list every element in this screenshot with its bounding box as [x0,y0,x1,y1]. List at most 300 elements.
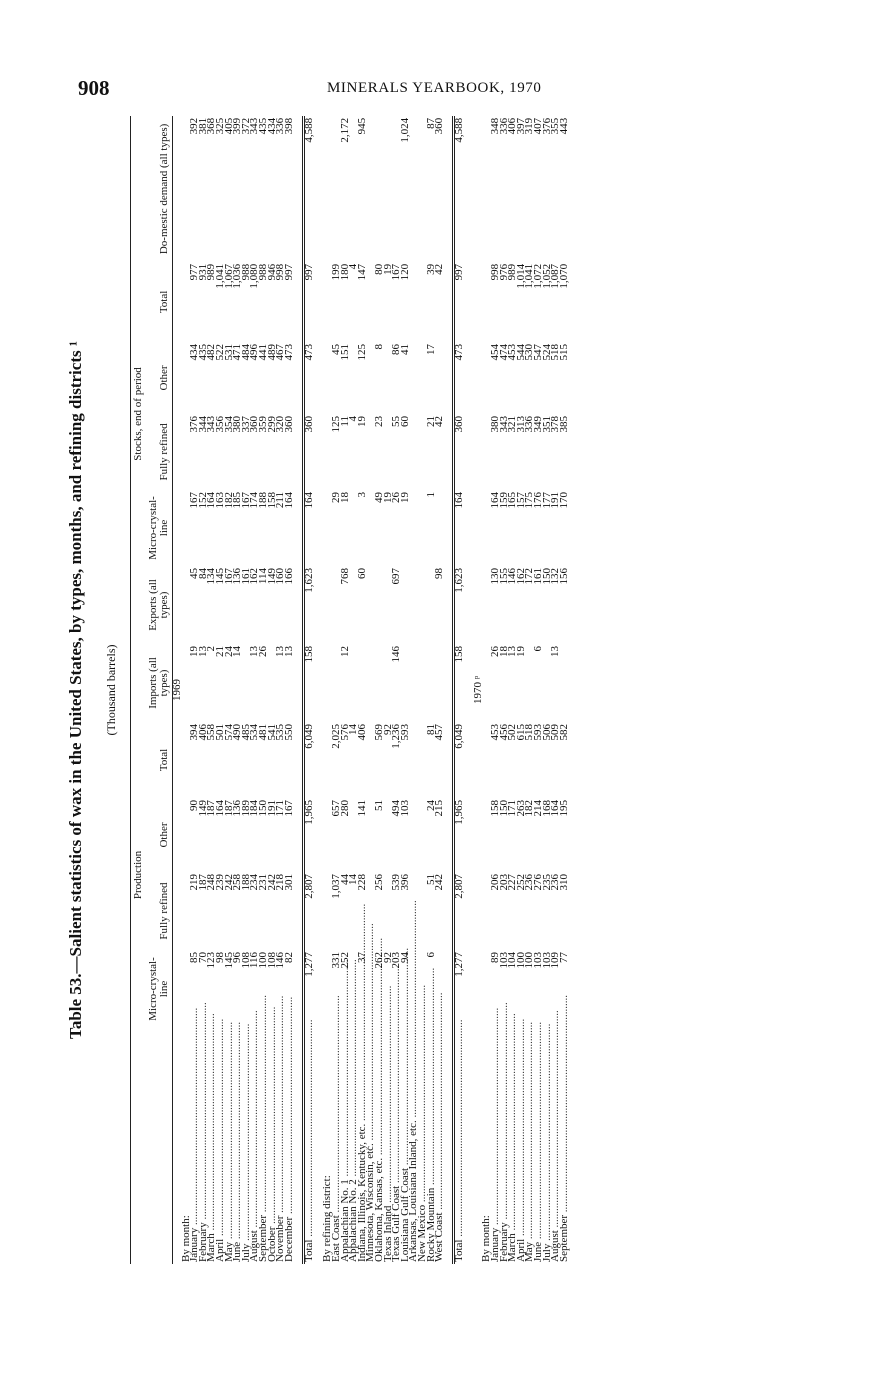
table-cell: 3 [355,491,368,498]
table-cell: 188 [256,491,269,509]
table-cell: 42 [433,415,446,427]
table-cell: 242 [222,874,235,891]
table-cell: 103 [398,800,411,817]
table-cell: 163 [213,491,226,509]
table-header [131,116,173,1264]
table-cell: 188 [239,874,252,891]
table-cell [366,644,375,722]
table-cell: 98 [433,567,446,579]
spacer-row [313,116,323,1264]
table-cell: 242 [265,874,278,891]
table-cell: 60 [355,567,368,579]
table-cell: 321 [506,415,519,433]
table-cell: 474 [497,343,510,361]
table-cell: 51 [372,800,385,811]
table-cell: 100 [256,952,269,969]
table-cell: 162 [248,567,261,585]
table-cell: 164 [489,491,501,509]
table-cell: 171 [274,800,287,817]
table-cell: 522 [213,343,226,361]
table-cell: 182 [222,491,235,509]
table-cell: 509 [549,723,562,741]
imports-header: Imports (all types) [131,644,173,722]
table-cell: 490 [231,723,244,741]
table-cell: 26 [256,645,269,657]
row-label: Indiana, Illinois, Kentucky, etc. ..... [358,1028,367,1264]
prod-total-header: Total [158,748,170,772]
table-cell: 263 [514,800,527,817]
table-cell: 150 [256,800,269,817]
table-cell: 109 [549,952,562,969]
row-label: July ..... [242,1028,251,1264]
table-cell: 17 [424,343,437,355]
table-cell: 574 [222,723,235,741]
table-cell: 467 [274,343,287,361]
table-cell: 42 [433,263,446,275]
table-cell: 256 [372,874,385,891]
table-cell: 1,236 [390,723,403,749]
total-row-1969 [303,116,313,1264]
table-cell: 931 [196,263,209,281]
table-cell: 171 [506,800,519,817]
total-cell: 473 [454,342,464,414]
stocks-microcrystalline-header: Micro-crystal-line [147,496,170,560]
stocks-other-header: Other [158,365,170,391]
section-label: By month: [179,1215,192,1262]
table-cell: 6 [531,645,544,652]
section-label: By refining district: [321,1175,334,1262]
table-cell: 535 [274,723,287,741]
table-cell: 191 [265,800,278,817]
table-cell: 359 [256,415,269,433]
spacer-row [293,116,303,1264]
table-cell: 406 [196,723,209,741]
table-cell: 184 [248,800,261,817]
table-cell: 84 [196,567,209,579]
row-label: Appalachian No. 1 ..... [341,1028,350,1264]
table-cell: 242 [433,874,446,891]
total-cell: 360 [454,414,464,490]
table-cell: 325 [213,117,226,135]
table-cell [375,116,384,262]
table-cell: 214 [531,800,544,817]
table-cell: 92 [381,952,394,963]
table-cell: 236 [523,874,536,891]
table-cell: 150 [497,800,510,817]
row-label: May ..... [225,1028,234,1264]
table-cell: 299 [265,415,278,433]
table-cell: 21 [213,645,226,657]
table-cell: 524 [540,343,553,361]
prod-fully-refined-header: Fully refined [158,882,170,940]
table-cell: 360 [433,117,446,135]
table-cell: 988 [239,263,252,281]
table-cell: 45 [330,343,342,355]
total-cell: 360 [303,414,313,490]
table-cell: 19 [398,491,411,503]
table-cell: 376 [540,117,553,135]
row-label: May ..... [525,1028,534,1264]
table-cell: 457 [433,723,446,741]
table-cell: 337 [239,415,252,433]
table-cell: 454 [489,343,501,361]
table-cell: 158 [265,491,278,509]
table-cell: 456 [497,723,510,741]
running-head: MINERALS YEARBOOK, 1970 [327,80,542,96]
total-label: Total ..... [454,1028,464,1264]
table-cell: 1,037 [330,874,342,899]
row-label: West Coast ..... [435,1028,444,1264]
table-cell: 336 [497,117,510,135]
row-label: February ..... [199,1028,208,1264]
table-cell: 98 [213,952,226,963]
table-cell: 87 [424,117,437,129]
table-cell: 1,041 [213,263,226,289]
table-cell: 116 [248,952,261,969]
year-row-1969 [173,116,182,1264]
table-cell: 149 [265,567,278,585]
table-cell: 443 [557,117,570,135]
table-cell: 582 [557,723,570,741]
table-cell: 343 [248,117,261,135]
table-cell: 55 [390,415,403,427]
table-cell: 92 [381,723,394,735]
table-cell: 172 [523,567,536,585]
total-cell: 158 [454,644,464,722]
table-cell: 262 [372,952,385,969]
table-cell: 180 [338,263,351,281]
table-cell: 104 [506,952,519,969]
table-cell: 385 [557,415,570,433]
table-cell: 482 [205,343,218,361]
table-cell: 191 [549,491,562,509]
table-row [285,116,294,1264]
table-cell: 406 [355,723,368,741]
table-cell: 37 [355,952,368,963]
table-cell: 160 [274,567,287,585]
table-cell: 558 [205,723,218,741]
table-cell: 77 [557,952,570,963]
table-cell: 14 [231,645,244,657]
total-cell: 1,623 [303,566,313,644]
table-cell: 86 [390,343,403,355]
table-cell: 235 [540,874,553,891]
table-cell: 946 [265,263,278,281]
row-label: April ..... [216,1028,225,1264]
spacer-row [444,116,454,1264]
table-cell: 187 [205,800,218,817]
table-cell: 218 [274,874,287,891]
page-number: 908 [78,76,110,100]
table-cell [401,644,410,722]
table-cell [435,644,444,722]
table-cell: 39 [424,263,437,275]
table-container [60,110,800,1270]
table-cell: 125 [330,415,342,433]
table-cell: 301 [282,874,295,891]
table-cell: 13 [506,645,519,657]
table-cell: 1,072 [531,263,544,289]
table-cell: 13 [274,645,287,657]
row-label: Minnesota, Wisconsin, etc. ..... [366,1028,375,1264]
spacer [293,116,303,1264]
table-cell: 70 [196,952,209,963]
table-cell: 108 [239,952,252,969]
table-cell: 49 [372,491,385,503]
row-label: December ..... [285,1028,294,1264]
table-cell: 189 [239,800,252,817]
table-cell: 199 [330,263,342,281]
table-cell [409,644,418,722]
table-cell: 531 [222,343,235,361]
table-cell: 541 [265,723,278,741]
table-cell: 1,041 [523,263,536,289]
row-label: Louisiana Gulf Coast ..... [401,1028,410,1264]
spacer [313,116,323,1264]
table-cell: 343 [497,415,510,433]
table-cell: 228 [355,874,368,891]
table-cell: 471 [231,343,244,361]
table-cell: 768 [338,567,351,585]
table-cell: 146 [506,567,519,585]
table-cell: 360 [248,415,261,433]
table-cell: 236 [549,874,562,891]
table-cell: 569 [372,723,385,741]
total-cell: 473 [303,342,313,414]
row-label: Rocky Mountain ..... [427,1028,436,1264]
table-cell: 24 [222,645,235,657]
table-cell: 518 [549,343,562,361]
table-cell: 1,014 [514,263,527,289]
prod-other-header: Other [158,822,170,848]
table-cell: 399 [231,117,244,135]
table-cell: 151 [338,343,351,361]
total-cell: 2,807 [303,872,313,950]
table-cell [418,644,427,722]
table-cell: 90 [188,800,201,811]
table-cell: 211 [274,491,287,509]
stocks-group-header: Stocks, end of period [132,367,144,461]
total-row-districts [454,116,464,1264]
table-cell: 4 [347,415,360,422]
table-cell: 162 [514,567,527,585]
table-cell: 8 [372,343,385,350]
table-cell: 997 [282,263,295,281]
table-cell: 215 [433,800,446,817]
table-cell: 945 [355,117,368,135]
table-cell: 360 [282,415,295,433]
row-label: October ..... [268,1028,277,1264]
table-cell: 1,080 [248,263,261,289]
table-subtitle: (Thousand barrels) [104,644,118,736]
table-cell: 132 [549,567,562,585]
table-cell: 453 [506,343,519,361]
table-cell: 320 [274,415,287,433]
table-cell: 380 [231,415,244,433]
year-row-1970 [474,116,483,1264]
table-cell [375,644,384,722]
table-cell: 85 [188,952,201,963]
row-label: March ..... [508,1028,517,1264]
table-cell [358,644,367,722]
table-cell: 349 [531,415,544,433]
table-cell: 485 [239,723,252,741]
row-label: New Mexico ..... [418,1028,427,1264]
table-cell: 136 [231,800,244,817]
table-cell: 167 [390,263,403,281]
table-cell: 501 [213,723,226,741]
table-cell: 94 [398,952,411,963]
table-cell: 998 [274,263,287,281]
total-cell: 1,965 [303,798,313,872]
row-label: January ..... [190,1028,199,1264]
spacer [444,116,454,1264]
table-cell: 435 [256,117,269,135]
table-cell [375,566,384,644]
table-cell: 534 [248,723,261,741]
table-cell: 26 [489,645,501,657]
total-label: Total ..... [303,1028,313,1264]
total-cell: 1,623 [454,566,464,644]
table-cell: 41 [398,343,411,355]
table-cell: 114 [256,567,269,585]
table-cell: 1,070 [557,263,570,289]
total-cell: 997 [303,262,313,342]
table-cell: 231 [256,874,269,891]
table-cell: 576 [338,723,351,741]
table-cell: 998 [489,263,501,281]
table-cell: 149 [196,800,209,817]
table-cell: 159 [497,491,510,509]
table-body [173,116,569,1264]
total-cell: 2,807 [454,872,464,950]
total-cell: 158 [303,644,313,722]
table-cell: 18 [497,645,510,657]
table-cell: 396 [398,874,411,891]
row-label: Texas Inland ..... [384,1028,393,1264]
table-cell: 103 [497,952,510,969]
table-cell: 2 [205,645,218,652]
table-cell: 120 [398,263,411,281]
total-cell: 4,588 [454,116,464,262]
table-cell: 96 [231,952,244,963]
table-cell: 167 [239,491,252,509]
table-cell: 13 [248,645,261,657]
table-cell: 80 [372,263,385,275]
table-cell: 164 [549,800,562,817]
domestic-demand-header: Do-mestic demand (all types) [131,116,173,262]
table-cell: 103 [540,952,553,969]
table-cell: 164 [205,491,218,509]
row-label: Arkansas, Louisiana Inland, etc. ..... [409,1028,418,1264]
table-cell: 489 [265,343,278,361]
wax-statistics-table [130,116,568,1264]
table-cell: 481 [256,723,269,741]
table-cell: 21 [424,415,437,427]
table-cell: 12 [338,645,351,657]
table-cell: 394 [188,723,201,741]
table-cell: 156 [557,567,570,585]
table-cell: 380 [489,415,501,433]
table-row [435,116,444,1264]
table-cell: 187 [222,800,235,817]
row-label: Appalachian No. 2 ..... [349,1028,358,1264]
table-cell [384,116,393,262]
table-cell: 398 [282,117,295,135]
year-label: 1969 [171,678,183,701]
table-cell: 397 [514,117,527,135]
table-cell [409,566,418,644]
table-cell: 11 [338,415,351,427]
table-cell: 81 [424,723,437,735]
table-cell: 530 [523,343,536,361]
table-cell: 376 [188,415,201,433]
table-cell: 248 [205,874,218,891]
table-cell: 515 [557,343,570,361]
table-cell: 234 [248,874,261,891]
table-cell: 187 [196,874,209,891]
prod-microcrystalline-header: Micro-crystal-line [147,957,170,1021]
total-cell: 1,965 [454,798,464,872]
table-cell: 150 [540,567,553,585]
table-cell: 344 [196,415,209,433]
section-label: By month: [480,1215,493,1262]
table-cell: 164 [213,800,226,817]
table-cell: 502 [506,723,519,741]
table-cell: 976 [497,263,510,281]
table-cell: 177 [540,491,553,509]
table-cell: 697 [390,567,403,585]
table-cell: 977 [188,263,201,281]
table-cell: 6 [424,952,437,958]
table-cell: 473 [282,343,295,361]
table-cell: 155 [497,567,510,585]
total-cell: 164 [303,490,313,566]
row-label: June ..... [233,1028,242,1264]
table-cell: 161 [531,567,544,585]
table-cell: 19 [381,263,394,275]
table-cell: 280 [338,800,351,817]
table-cell: 166 [282,567,295,585]
table-cell: 219 [188,874,201,891]
row-label: East Coast ..... [332,1028,341,1264]
table-cell: 29 [330,491,342,503]
table-cell: 1,024 [398,117,411,143]
stub-header [131,1028,173,1264]
table-cell: 4 [347,263,360,270]
table-cell: 615 [514,723,527,741]
rotated-table-region [60,110,800,1270]
table-cell: 182 [523,800,536,817]
row-label: July ..... [543,1028,552,1264]
table-cell: 252 [338,952,351,969]
table-cell: 435 [196,343,209,361]
table-cell: 356 [213,415,226,433]
table-cell: 164 [282,491,295,509]
table-cell: 1,087 [549,263,562,289]
table-cell: 496 [248,343,261,361]
table-cell: 125 [355,343,368,361]
table-cell: 82 [282,952,295,963]
table-cell: 147 [355,263,368,281]
table-cell: 252 [514,874,527,891]
table-cell: 494 [390,800,403,817]
table-cell: 1,052 [540,263,553,289]
table-cell: 1 [424,491,437,498]
table-cell: 152 [196,491,209,509]
row-label: April ..... [517,1028,526,1264]
table-cell: 23 [372,415,385,427]
